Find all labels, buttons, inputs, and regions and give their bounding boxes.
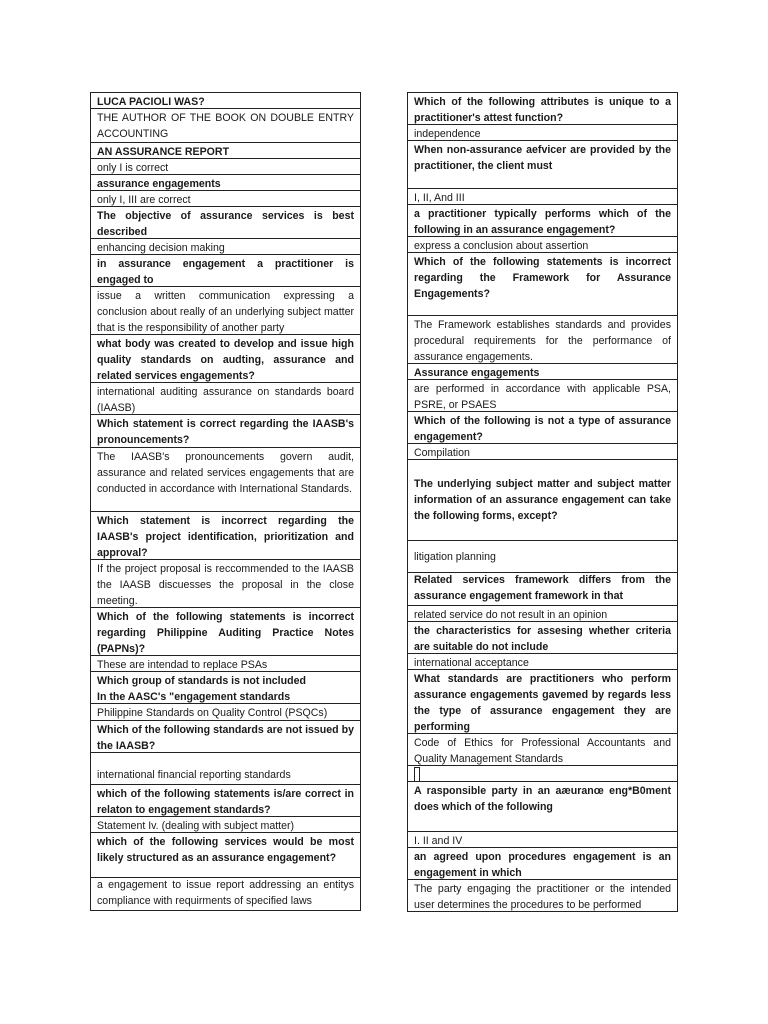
cell-text: When non-assurance aefvicer are provided by the practitioner, the client must [414,144,671,172]
question-cell [407,364,678,380]
question-cell [90,143,361,159]
left-question-column [90,92,361,911]
answer-cell [90,704,361,721]
question-cell [407,622,678,654]
answer-cell [90,191,361,207]
cell-text: a engagement to issue report addressing an entitys compliance with requirments of specified laws [97,879,354,907]
cell-text: The IAASB's pronouncements govern audit, assurance and related services engagements that are conducted in accordance with International Standards. [97,451,354,495]
answer-cell [90,239,361,255]
question-cell [407,253,678,316]
cell-text: Which group of standards is not included [97,675,306,687]
answer-cell [407,316,678,364]
cell-text: Which statement is correct regarding the IAASB's pronouncements? [97,418,354,446]
question-cell [407,412,678,444]
cell-text: A rasponsible party in an aæuranœ eng*B0ment does which of the following [414,785,671,813]
question-cell [90,785,361,817]
cell-text: Code of Ethics for Professional Accountants and Quality Management Standards [414,737,671,765]
right-question-column [407,92,678,912]
cell-text: AN ASSURANCE REPORT [97,146,230,158]
cell-text: international financial reporting standards [97,769,291,781]
question-cell [90,175,361,191]
cell-text: the characteristics for assesing whether criteria are suitable do not include [414,625,671,653]
answer-cell [407,380,678,412]
question-cell [407,460,678,541]
cell-text: what body was created to develop and issue high quality standards on audting, assurance and related services engagements? [97,338,354,382]
question-cell [407,141,678,189]
cell-text: which of the following services would be most likely structured as an assurance engagement? [97,836,354,864]
answer-cell [407,734,678,766]
answer-cell [407,541,678,573]
cell-text: a practitioner typically performs which of the following in an assurance engagement? [414,208,671,236]
answer-cell [407,832,678,848]
answer-cell [90,109,361,143]
cell-text: which of the following statements is/are correct in relaton to engagement standards? [97,788,354,816]
cell-text: assurance engagements [97,178,221,190]
cell-text: related service do not result in an opinion [414,609,608,621]
cell-text: only I, III are correct [97,194,191,206]
answer-cell [407,766,678,782]
answer-cell [407,654,678,670]
question-cell [407,93,678,125]
cell-text: In the AASC's "engagement standards [97,691,291,703]
cell-text: independence [414,128,481,140]
placeholder-box-icon [414,767,420,782]
cell-text: What standards are practitioners who perform assurance engagements gavemed by regards less the type of assurance engagement they are performing [414,673,671,733]
cell-text: Statement Iv. (dealing with subject matter) [97,820,295,832]
answer-cell [90,448,361,512]
cell-text: The underlying subject matter and subject matter information of an assurance engagement can take the following forms, except? [414,478,671,522]
answer-cell [90,287,361,335]
cell-text: issue a written communication expressing a conclusion about really of an underlying subject matter that is the responsibility of another party [97,290,354,334]
question-cell [90,512,361,560]
answer-cell [90,878,361,911]
cell-text: Assurance engagements [414,367,540,379]
cell-text: enhancing decision making [97,242,225,254]
answer-cell [90,383,361,415]
cell-text: litigation planning [414,550,496,563]
answer-cell [90,817,361,833]
question-cell [90,93,361,109]
cell-text: The objective of assurance services is best described [97,210,354,238]
answer-cell [407,125,678,141]
question-cell [90,608,361,656]
cell-text: The party engaging the practitioner or the intended user determines the procedures to be performed [414,883,671,911]
question-cell [90,721,361,753]
cell-text: These are intendad to replace PSAs [97,659,268,671]
cell-text: Which of the following standards are not issued by the IAASB? [97,724,354,752]
cell-text: only I is correct [97,162,169,174]
cell-text: Which statement is incorrect regarding the IAASB's project identification, prioritization and approval? [97,515,354,559]
answer-cell [90,656,361,672]
cell-text: Which of the following attributes is unique to a practitioner's attest function? [414,96,671,124]
question-cell [90,415,361,448]
answer-cell [90,560,361,608]
cell-text: an agreed upon procedures engagement is an engagement in which [414,851,671,879]
question-cell [90,335,361,383]
cell-text: international acceptance [414,657,529,669]
question-cell [407,670,678,734]
question-cell [90,833,361,878]
cell-text: I. II and IV [414,835,463,847]
answer-cell [407,189,678,205]
cell-text: THE AUTHOR OF THE BOOK ON DOUBLE ENTRY ACCOUNTING [97,112,354,140]
question-cell [407,782,678,832]
cell-text: Philippine Standards on Quality Control (PSQCs) [97,707,328,719]
answer-cell [407,606,678,622]
cell-text: Related services framework differs from the assurance engagement framework in that [414,574,671,602]
answer-cell [407,880,678,912]
cell-text: Which of the following statements is incorrect regarding the Framework for Assurance Engagements? [414,256,671,300]
question-cell [407,848,678,880]
cell-text: Which of the following statements is incorrect regarding Philippine Auditing Practice Notes (PAPNs)? [97,611,354,655]
cell-text: are performed in accordance with applicable PSA, PSRE, or PSAES [414,383,671,411]
answer-cell [90,159,361,175]
question-cell [90,672,361,704]
cell-text: in assurance engagement a practitioner is engaged to [97,258,354,286]
answer-cell [407,237,678,253]
question-cell [90,207,361,239]
question-cell [90,255,361,287]
question-cell [407,573,678,606]
cell-text: LUCA PACIOLI WAS? [97,96,205,108]
question-cell [407,205,678,237]
answer-cell [90,753,361,785]
cell-text: Which of the following is not a type of assurance engagement? [414,415,671,443]
cell-text: express a conclusion about assertion [414,240,589,252]
cell-text: The Framework establishes standards and provides procedural requirements for the performance of assurance engagements. [414,319,671,363]
answer-cell [407,444,678,460]
cell-text: Compilation [414,447,470,459]
cell-text: international auditing assurance on standards board (IAASB) [97,386,354,414]
cell-text: If the project proposal is reccommended to the IAASB the IAASB discuesses the proposal in the close meeting. [97,563,354,607]
cell-text: I, II, And III [414,192,465,204]
